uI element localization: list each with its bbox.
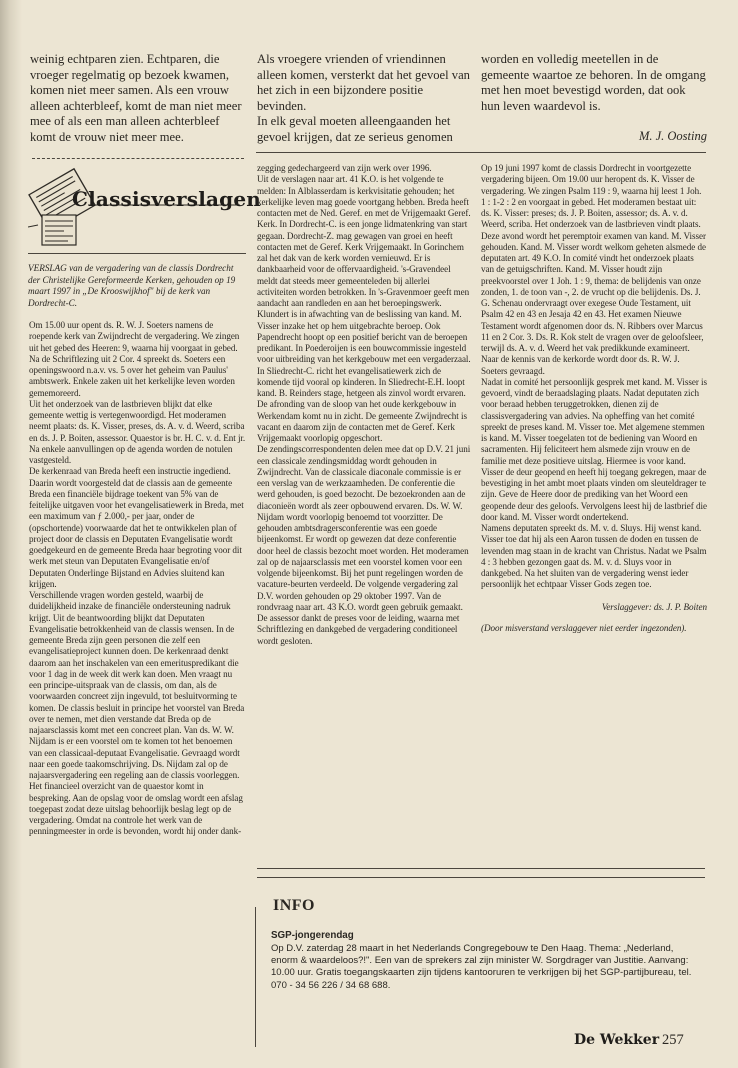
top-left-text: weinig echtparen zien. Echtparen, die vroeger regelmatig op bezoek kwamen, komen niet meer samen. Als een vrouw alleen achterbleef, komt de man niet meer mee of als een man alleen achterbleef komt de vrouw niet meer mee. (30, 52, 242, 144)
divider-top (256, 152, 706, 153)
top-column-middle (257, 52, 472, 144)
section-title: Classisverslagen (72, 187, 262, 211)
report-column-1 (29, 320, 246, 1025)
top-column-left (30, 52, 248, 144)
info-left-rule (255, 907, 256, 1047)
col2-paragraph: De zendingscorrespondenten delen mee dat op D.V. 21 juni een classicale zendingsmiddag wordt gehouden in Zwijndrecht. Van de classicale diaconale commissie is er een verslag van de werkzaamheden. De conferentie die werd gehouden, is goed bezocht. De bezoekronden aan de diaconieën wordt als zeer opbouwend ervaren. Ds. W. W. Nijdam wordt voorlopig benoemd tot voorzitter. De gehouden ambtsdragersconferentie was een goede bijeenkomst. Er wordt op gewezen dat deze conferentie door heel de classis bezocht moet worden. Het moderamen zal op de najaarsclassis met een voorstel komen voor een volgende bijeenkomst. Bij het punt regelingen worden de vacature-beurten verdeeld. De volgende vergadering zal D.V. worden gehouden op 29 oktober 1997. Van de rondvraag naar art. 43 K.O. wordt geen gebruik gemaakt. De assessor dankt de preses voor de leiding, waarna met Schriftlezing en dankgebed de vergadering conditioneel wordt gesloten. (257, 444, 471, 646)
report-intro: VERSLAG van de vergadering van de classis Dordrecht der Christelijke Gereformeerde Kerken, gehouden op 19 maart 1997 in „De Krooswijkhof" bij de kerk van Dordrecht-C. (28, 263, 236, 308)
col3-paragraph: Deze avond wordt het peremptoir examen van kand. M. Visser gehouden. Kand. M. Visser wordt welkom geheten alsmede de deputaten art. 49 K.O. In comité vindt het onderzoek plaats van de getuigschriften. Kand. M. Visser houdt zijn preekvoorstel over 1 Joh. 1 : 9, thema: de belijdenis van onze zonden, 1. de toon van -, 2. de vrucht op die belijdenis. Ds. J. G. Schenau ondervraagt over exegese Oude Testament, uit Psalm 42 en 43 en Jesaja 42 en 43. Het examen Nieuwe Testament wordt afgenomen door ds. N. Ribbers over Marcus 11 en 2 Cor. 3. Ds. R. Kok stelt de vragen over de geloofsleer, terwijl ds. A. v. d. Weerd het vak predikkunde examineert. Naar de kennis van de kerkorde wordt door ds. R. W. J. Soeters gevraagd. (481, 230, 706, 376)
top-column-right (481, 52, 707, 144)
section-logo (28, 165, 262, 251)
info-box (257, 877, 705, 1009)
col3-paragraph: Namens deputaten spreekt ds. M. v. d. Sluys. Hij wenst kand. Visser toe dat hij als een Aaron tussen de doden en tussen de levenden mag staan in de kracht van Christus. Nadat we Psalm 4 : 3 hebben gezongen gaat ds. M. v. d. Sluys voor in dankgebed. Na het sluiten van de vergadering wenst ieder persoonlijk het echtpaar Visser Gods zegen toe. (481, 523, 707, 590)
col2-paragraph: Uit de verslagen naar art. 41 K.O. is het volgende te melden: In Alblasserdam is kerkvisitatie gehouden; het kerkelijke leven mag goede voortgang hebben. Breda heeft contacten met de Ned. Geref. en met de Vrijgemaakt Geref. Kerk. In Dordrecht-C. is een jonge lidmatenkring van start gegaan. Dordrecht-Z. mag gewagen van groei en heeft contacten met de Geref. Kerk Vrijgemaakt. In Gorinchem zal het dak van de kerk worden vernieuwd. Er is dankbaarheid voor de offervaardigheid. 's-Gravendeel meldt dat steeds meer gemeenteleden bij allerlei activiteiten worden betrokken. In 's-Gravenmoer geeft men aandacht aan randleden en aan het beroepingswerk. Klundert is in afwachting van de beslissing van kand. M. Visser inzake het op hem uitgebrachte beroep. Ook Papendrecht hoopt op een positief bericht van de beroepen predikant. In Poederoijen is een bouwcommissie ingesteld voor uitbreiding van het kerkgebouw met een vergaderzaal. In Sliedrecht-C. richt het evangelisatiewerk zich de komende tijd vooral op kinderen. In Sliedrecht-E.H. loopt kand. B. Reinders stage, hetgeen als zinvol wordt ervaren. De afronding van de sloop van het oude kerkgebouw in Werkendam komt nu in zicht. De gemeente Zwijndrecht is vacant en daarom zijn de contacten met de Geref. Kerk Vrijgemaakt voorlopig opgeschort. (257, 174, 471, 443)
info-subtitle: SGP-jongerendag (271, 930, 354, 941)
col3-paragraph: Nadat in comité het persoonlijk gesprek met kand. M. Visser is gevoerd, vindt de beraadslaging plaats. Nadat deputaten zich voor beraad hebben teruggetrokken, dienen zij de classisvergadering van advies. Na opheffing van het comité spreekt de preses kand. M. Visser toe. Met algemene stemmen is kand. M. Visser toegelaten tot de bediening van Woord en sacramenten. Hij feliciteert hem alsmede zijn vrouw en de familie met deze positieve uitslag. Hiermee is voor kand. Visser de deur geopend en heeft hij toegang gekregen, maar de bevestiging in het ambt moet plaats vinden om sleuteldrager te zijn. Geve de Heere door de prediking van het Woord een geopende deur des geloofs. Vervolgens leest hij de lastbrief die door kand. M. Visser wordt ondertekend. (481, 376, 707, 522)
divider-above-info (257, 868, 705, 869)
col1-paragraph: Verschillende vragen worden gesteld, waarbij de duidelijkheid inzake de financiële ondersteuning nadruk krijgt. Uit de beantwoording blijkt dat Deputaten Evangelisatie betrokkenheid van de classis wensen. In de gemeente Breda zijn geen personen die zelf een evangelisatieproject kunnen doen. De kerkenraad denkt daarom aan het inschakelen van een emerituspredikant die voor 1 dag in de week dit werk kan doen. Men vraagt nu een principe-uitspraak van de classis, om dan, als de voorwaarden concreet zijn ingevuld, tot besluitvorming te komen. De classis besluit in principe het voorstel van Breda over te nemen, met dien verstande dat Breda op de najaarsclassis komt met een concreet plan. Van ds. W. W. Nijdam is er een voorstel om te komen tot het benoemen van een classicaal-deputaat Evangelisatie. Gevraagd wordt naar een goede taakomschrijving. Ds. Nijdam zal op de najaarsvergadering een regeling aan de classis voorleggen. (29, 590, 245, 780)
divider-left (32, 158, 244, 159)
info-text: Op D.V. zaterdag 28 maart in het Nederlands Congregebouw te Den Haag. Thema: „Nederland, enorm & waardeloos?!". Een van de sprekers zal zijn minister W. Sorgdrager van Justitie. Aanvang: 10.00 uur. Gratis toegangskaarten zijn tijdens kantooruren te verkrijgen bij het SGP-partijbureau, tel. 070 - 34 56 226 / 34 68 688. (271, 943, 692, 991)
col1-paragraph: De kerkenraad van Breda heeft een instructie ingediend. Daarin wordt voorgesteld dat de classis aan de gemeente Breda een financiële bijdrage toekent van 5% van de feitelijke uitgaven voor het evangelisatiewerk in Breda, met een maximum van ƒ 2.000,- per jaar, onder de (opschortende) voorwaarde dat het te ontwikkelen plan of project door de classis en Deputaten Evangelisatie wordt goedgekeurd en de gemeente Breda haar begroting voor dit werk met steun van Deputaten Evangelisatie en/of Deputaten Onderlinge Bijstand en Advies sluitend kan krijgen. (29, 466, 244, 589)
col1-paragraph: Het financieel overzicht van de quaestor komt in bespreking. Aan de opslag voor de omslag wordt een afslag toegepast zodat deze uitslag behoorlijk beslag legt op de vergadering. Omdat na controle het werk van de penningmeester in orde is bevonden, wordt hij onder dank- (29, 781, 243, 837)
page-binding-shadow (0, 0, 22, 1068)
info-title: INFO (273, 897, 315, 914)
col3-paragraph: Op 19 juni 1997 komt de classis Dordrecht in voortgezette vergadering bijeen. Om 19.00 uur heropent ds. K. Visser de vergadering. We zingen Psalm 119 : 9, waarna hij leest 1 Joh. 1 : 1-2 : 2 en voorgaat in gebed. Het moderamen bestaat uit: ds. K. Visser: preses; ds. J. P. Boiten, assessor; ds. A. v. d. Weerd, scriba. Het onderzoek van de lastbrieven vindt plaats. (481, 163, 702, 230)
reporter-credit: Verslaggever: ds. J. P. Boiten (601, 601, 707, 612)
reporter-note: (Door misverstand verslaggever niet eerder ingezonden). (481, 622, 687, 633)
page-number: 257 (662, 1032, 684, 1048)
author-signature: M. J. Oosting (638, 129, 707, 143)
magazine-name: De Wekker (574, 1032, 660, 1048)
top-middle-paragraph-1: Als vroegere vrienden of vriendinnen alleen komen, versterkt dat het gevoel van het zich in een bijzondere positie bevinden. (257, 52, 470, 113)
col2-paragraph: zegging gedechargeerd van zijn werk over 1996. (257, 163, 432, 173)
report-column-3 (481, 163, 707, 868)
col1-paragraph: Om 15.00 uur opent ds. R. W. J. Soeters namens de roepende kerk van Zwijndrecht de vergadering. We zingen uit het gebed des Heeren: 9, waarna hij voorgaat in gebed. Na de Schriftlezing uit 2 Cor. 4 spreekt ds. Soeters een openingswoord n.a.v. vs. 5 over het geheim van Paulus' ambtswerk. Enkele zaken uit het kerkelijke leven worden gememoreerd. (29, 320, 240, 398)
logo-underline (28, 253, 246, 254)
top-middle-paragraph-2: In elk geval moeten alleengaanden het gevoel krijgen, dat ze serieus genomen (257, 114, 453, 144)
top-right-text: worden en volledig meetellen in de gemeente waartoe ze behoren. In de omgang met hen moet bevestigd worden, dat ook hun leven waardevol is. (481, 52, 706, 113)
col1-paragraph: Uit het onderzoek van de lastbrieven blijkt dat elke gemeente wettig is vertegenwoordigd. Het moderamen neemt plaats: ds. K. Visser, preses, ds. A. v. d. Weerd, scriba en ds. J. P. Boiten, assessor. Quaestor is br. H. C. v. d. Ent jr. Na enkele aanvullingen op de agenda worden de notulen vastgesteld. (29, 398, 246, 465)
report-column-2 (257, 163, 471, 818)
